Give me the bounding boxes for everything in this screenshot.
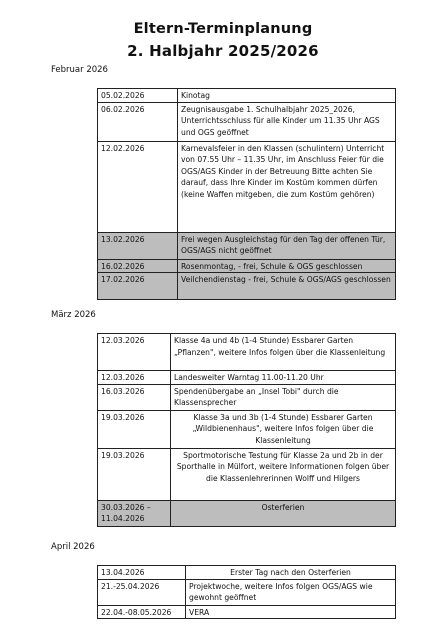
event-cell: Landesweiter Warntag 11.00-11.20 Uhr	[171, 371, 396, 385]
table-row	[98, 232, 396, 259]
date-cell: 19.03.2026	[98, 448, 171, 500]
event-cell: Spendenübergabe an „Insel Tobi" durch die Klassensprecher	[171, 384, 396, 410]
table-row	[98, 89, 396, 103]
april-table	[97, 565, 396, 619]
event-cell: Klasse 3a und 3b (1-4 Stunde) Essbarer Garten „Wildbienenhaus", weitere Infos folgen über die Klassenleitung	[171, 410, 396, 448]
date-cell: 16.03.2026	[98, 384, 171, 410]
event-cell: Klasse 4a und 4b (1-4 Stunde) Essbarer Garten „Pflanzen", weitere Infos folgen über die Klassenleitung	[171, 334, 396, 371]
event-cell: Zeugnisausgabe 1. Schulhalbjahr 2025_2026, Unterrichtsschluss für alle Kinder um 11.35 Uhr AGS und OGS geöffnet	[178, 102, 396, 141]
event-cell: Rosenmontag, - frei, Schule & OGS geschlossen	[178, 259, 396, 273]
event-cell: Veilchendienstag - frei, Schule & OGS/AGS geschlossen	[178, 273, 396, 300]
event-cell: Sportmotorische Testung für Klasse 2a und 2b in der Sporthalle in Mülfort, weitere Informationen folgen über die Klassenlehrerinnen Wolff und Hilgers	[171, 448, 396, 500]
event-cell: Karnevalsfeier in den Klassen (schulintern) Unterricht von 07.55 Uhr – 11.35 Uhr, im Anschluss Feier für die OGS/AGS Kinder in der Betreuung Bitte achten Sie darauf, dass Ihre Kinder im Kostüm kommen dürfen (keine Waffen mitgeben, die zum Kostüm gehören)	[178, 141, 396, 232]
table-row	[98, 410, 396, 448]
table-row	[98, 259, 396, 273]
table-row	[98, 566, 396, 580]
date-cell: 05.02.2026	[98, 89, 178, 103]
event-cell: Erster Tag nach den Osterferien	[186, 566, 396, 580]
date-cell: 12.02.2026	[98, 141, 178, 232]
title-line-1: Eltern-Terminplanung	[133, 21, 313, 37]
date-cell: 30.03.2026 – 11.04.2026	[98, 500, 171, 526]
table-row	[98, 334, 396, 371]
table-row	[98, 371, 396, 385]
title-line-2: 2. Halbjahr 2025/2026	[127, 42, 319, 60]
month-heading-february: Februar 2026	[51, 65, 108, 75]
table-row	[98, 141, 396, 232]
february-table	[97, 88, 396, 300]
date-cell: 13.04.2026	[98, 566, 186, 580]
date-cell: 12.03.2026	[98, 334, 171, 371]
event-cell: Frei wegen Ausgleichstag für den Tag der offenen Tür, OGS/AGS nicht geöffnet	[178, 232, 396, 259]
table-row	[98, 605, 396, 619]
date-cell: 06.02.2026	[98, 102, 178, 141]
event-cell: Osterferien	[171, 500, 396, 526]
event-cell: VERA	[186, 605, 396, 619]
date-cell: 13.02.2026	[98, 232, 178, 259]
date-cell: 12.03.2026	[98, 371, 171, 385]
date-cell: 17.02.2026	[98, 273, 178, 300]
date-cell: 16.02.2026	[98, 259, 178, 273]
date-cell: 19.03.2026	[98, 410, 171, 448]
date-cell: 21.-25.04.2026	[98, 579, 186, 605]
table-row	[98, 448, 396, 500]
event-cell: Kinotag	[178, 89, 396, 103]
month-heading-march: März 2026	[51, 310, 96, 320]
event-cell: Projektwoche, weitere Infos folgen OGS/AGS wie gewohnt geöffnet	[186, 579, 396, 605]
table-row	[98, 273, 396, 300]
march-table	[97, 333, 396, 527]
month-heading-april: April 2026	[51, 542, 95, 552]
table-row	[98, 384, 396, 410]
table-row	[98, 102, 396, 141]
table-row	[98, 500, 396, 526]
table-row	[98, 579, 396, 605]
date-cell: 22.04.-08.05.2026	[98, 605, 186, 619]
